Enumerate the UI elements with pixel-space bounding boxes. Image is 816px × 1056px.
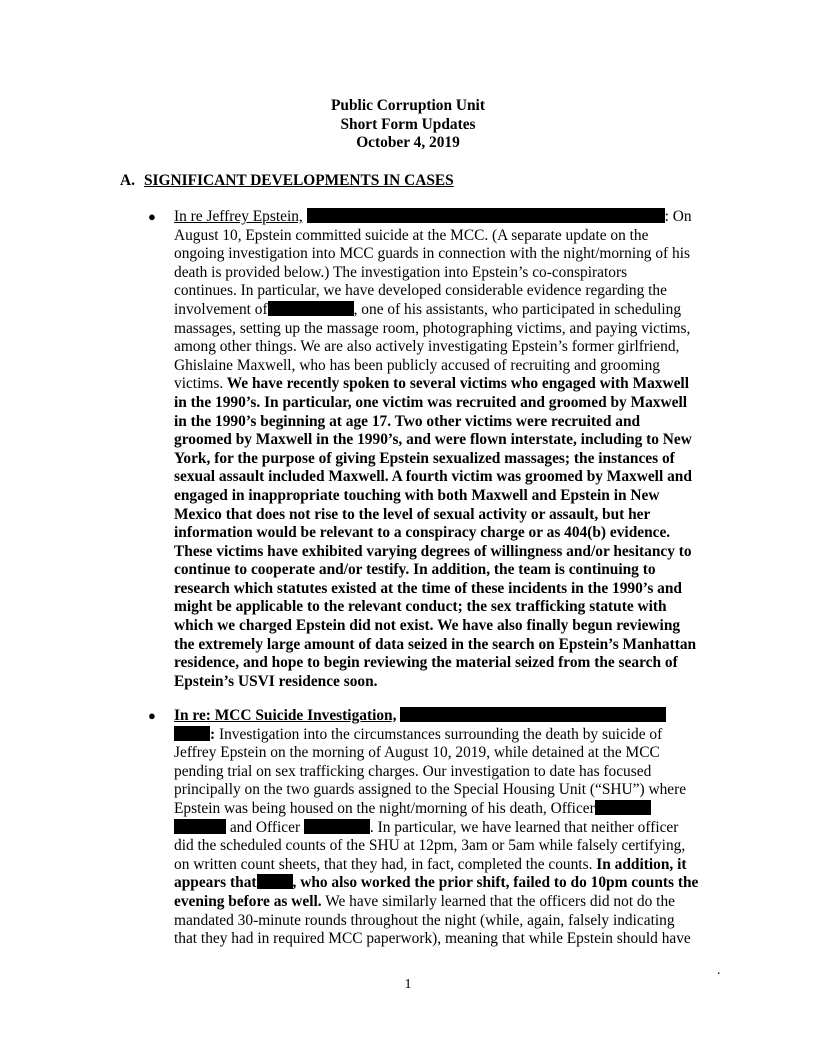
b1-line: These victims have exhibited varying degrees of willingness and/or hesitancy to bbox=[174, 542, 692, 560]
b2-l7b: . In particular, we have learned that neither officer bbox=[369, 818, 679, 836]
b1-line: York, for the purpose of giving Epstein sexualized massages; the instances of bbox=[174, 449, 675, 467]
bullet-epstein bbox=[148, 208, 722, 691]
b1-line: which we charged Epstein did not exist. We have also finally begun reviewing bbox=[174, 617, 681, 635]
section-a-heading bbox=[120, 172, 454, 191]
b2-l7a: and Officer bbox=[226, 818, 304, 836]
b1-line: Epstein’s USVI residence soon. bbox=[174, 672, 378, 690]
b1-line: among other things. We are also actively investigating Epstein’s former girlfriend, bbox=[174, 338, 680, 356]
redaction-block bbox=[595, 800, 651, 815]
document-header bbox=[0, 97, 816, 153]
b1-line: groomed by Maxwell in the 1990’s, and were flown interstate, including to New bbox=[174, 431, 692, 449]
redaction-block bbox=[540, 707, 666, 722]
b1-line-10 bbox=[174, 375, 722, 394]
b1-line: Ghislaine Maxwell, who has been publicly accused of recruiting and grooming bbox=[174, 356, 660, 374]
b1-title: In re Jeffrey Epstein, bbox=[174, 208, 303, 225]
b1-line: the extremely large amount of data seized in the search on Epstein’s Manhattan bbox=[174, 635, 697, 653]
b1-l10b: We have recently spoken to several victims who engaged with Maxwell bbox=[223, 375, 689, 393]
redaction-block bbox=[455, 208, 665, 223]
b2-l9a: on written count sheets, that they had, in fact, completed the counts. bbox=[174, 855, 593, 873]
redaction-block bbox=[307, 208, 455, 223]
b2-l2a: : bbox=[210, 725, 216, 743]
b2-l11b: We have similarly learned that the officers did not do the bbox=[321, 892, 675, 910]
b2-l11a: evening before as well. bbox=[174, 892, 322, 910]
b1-l10a: victims. bbox=[174, 375, 224, 393]
b1-line: August 10, Epstein committed suicide at the MCC. (A separate update on the bbox=[174, 226, 649, 244]
redaction-block bbox=[400, 707, 540, 722]
b1-line: Mexico that does not rise to the level of sexual activity or assault, but her bbox=[174, 505, 651, 523]
b2-line-9 bbox=[174, 856, 722, 875]
section-title: SIGNIFICANT DEVELOPMENTS IN CASES bbox=[144, 172, 454, 189]
b2-l6: Epstein was being housed on the night/morning of his death, Officer bbox=[174, 799, 595, 817]
b1-line: engaged in inappropriate touching with both Maxwell and Epstein in New bbox=[174, 486, 660, 504]
b1-line: death is provided below.) The investigation into Epstein’s co-conspirators bbox=[174, 263, 628, 281]
bullet-dot-icon: ● bbox=[148, 708, 156, 723]
page-number: 1 bbox=[404, 977, 412, 992]
b1-line: massages, setting up the massage room, photographing victims, and paying victims, bbox=[174, 319, 691, 337]
bullet-dot-icon: ● bbox=[148, 209, 156, 224]
b2-line-1 bbox=[174, 707, 722, 726]
b1-line: in the 1990’s. In particular, one victim was recruited and groomed by Maxwell bbox=[174, 393, 687, 411]
b2-line-11 bbox=[174, 893, 722, 912]
b2-line: principally on the two guards assigned to the Special Housing Unit (“SHU”) where bbox=[174, 781, 687, 799]
b2-line-10 bbox=[174, 874, 722, 893]
b2-line-7 bbox=[174, 819, 722, 838]
b2-line: Jeffrey Epstein on the morning of August 10, 2019, while detained at the MCC bbox=[174, 744, 660, 762]
stray-mark: . bbox=[717, 963, 721, 978]
b2-line: pending trial on sex trafficking charges. Our investigation to date has focused bbox=[174, 762, 652, 780]
b1-line: in the 1990’s beginning at age 17. Two other victims were recruited and bbox=[174, 412, 641, 430]
redaction-block bbox=[268, 301, 354, 316]
header-date: October 4, 2019 bbox=[356, 134, 460, 152]
header-subtitle: Short Form Updates bbox=[340, 115, 476, 133]
b2-line: did the scheduled counts of the SHU at 12pm, 3am or 5am while falsely certifying, bbox=[174, 837, 686, 855]
b2-line-6 bbox=[174, 800, 722, 819]
redaction-block bbox=[304, 819, 370, 834]
b1-l1-end: : On bbox=[664, 208, 692, 225]
redaction-block bbox=[257, 874, 293, 889]
b1-line: continue to cooperate and/or testify. In addition, the team is continuing to bbox=[174, 561, 656, 579]
header-unit: Public Corruption Unit bbox=[331, 97, 485, 114]
b1-line-1 bbox=[174, 208, 722, 227]
b1-line: residence, and hope to begin reviewing the material seized from the search of bbox=[174, 654, 678, 672]
b1-line: ongoing investigation into MCC guards in connection with the night/morning of his bbox=[174, 245, 690, 263]
b2-l2b: Investigation into the circumstances surrounding the death by suicide of bbox=[215, 725, 663, 743]
redaction-block bbox=[174, 726, 210, 741]
b1-line: research which statutes existed at the time of these incidents in the 1990’s and bbox=[174, 579, 682, 597]
b2-line: that they had in required MCC paperwork), meaning that while Epstein should have bbox=[174, 930, 691, 948]
b1-line: might be applicable to the relevant conduct; the sex trafficking statute with bbox=[174, 598, 667, 616]
redaction-block bbox=[174, 819, 226, 834]
b2-l9b: In addition, it bbox=[592, 855, 687, 873]
b1-line: continues. In particular, we have developed considerable evidence regarding the bbox=[174, 282, 667, 300]
b1-line-6 bbox=[174, 301, 722, 320]
bullet-mcc-investigation bbox=[148, 707, 722, 949]
b1-line: information would be relevant to a conspiracy charge or as 404(b) evidence. bbox=[174, 524, 671, 542]
section-letter: A. bbox=[120, 172, 135, 189]
b2-line: mandated 30-minute rounds throughout the night (while, again, falsely indicating bbox=[174, 911, 675, 929]
b2-l10b: , who also worked the prior shift, failed to do 10pm counts the bbox=[292, 874, 699, 892]
b2-line-2 bbox=[174, 726, 722, 745]
b1-l6b: , one of his assistants, who participated in scheduling bbox=[353, 300, 682, 318]
b2-title: In re: MCC Suicide Investigation, bbox=[174, 707, 397, 724]
b1-line: sexual assault included Maxwell. A fourth victim was groomed by Maxwell and bbox=[174, 468, 692, 486]
b1-l6a: involvement of bbox=[174, 300, 268, 318]
b2-l10a: appears that bbox=[174, 874, 257, 892]
